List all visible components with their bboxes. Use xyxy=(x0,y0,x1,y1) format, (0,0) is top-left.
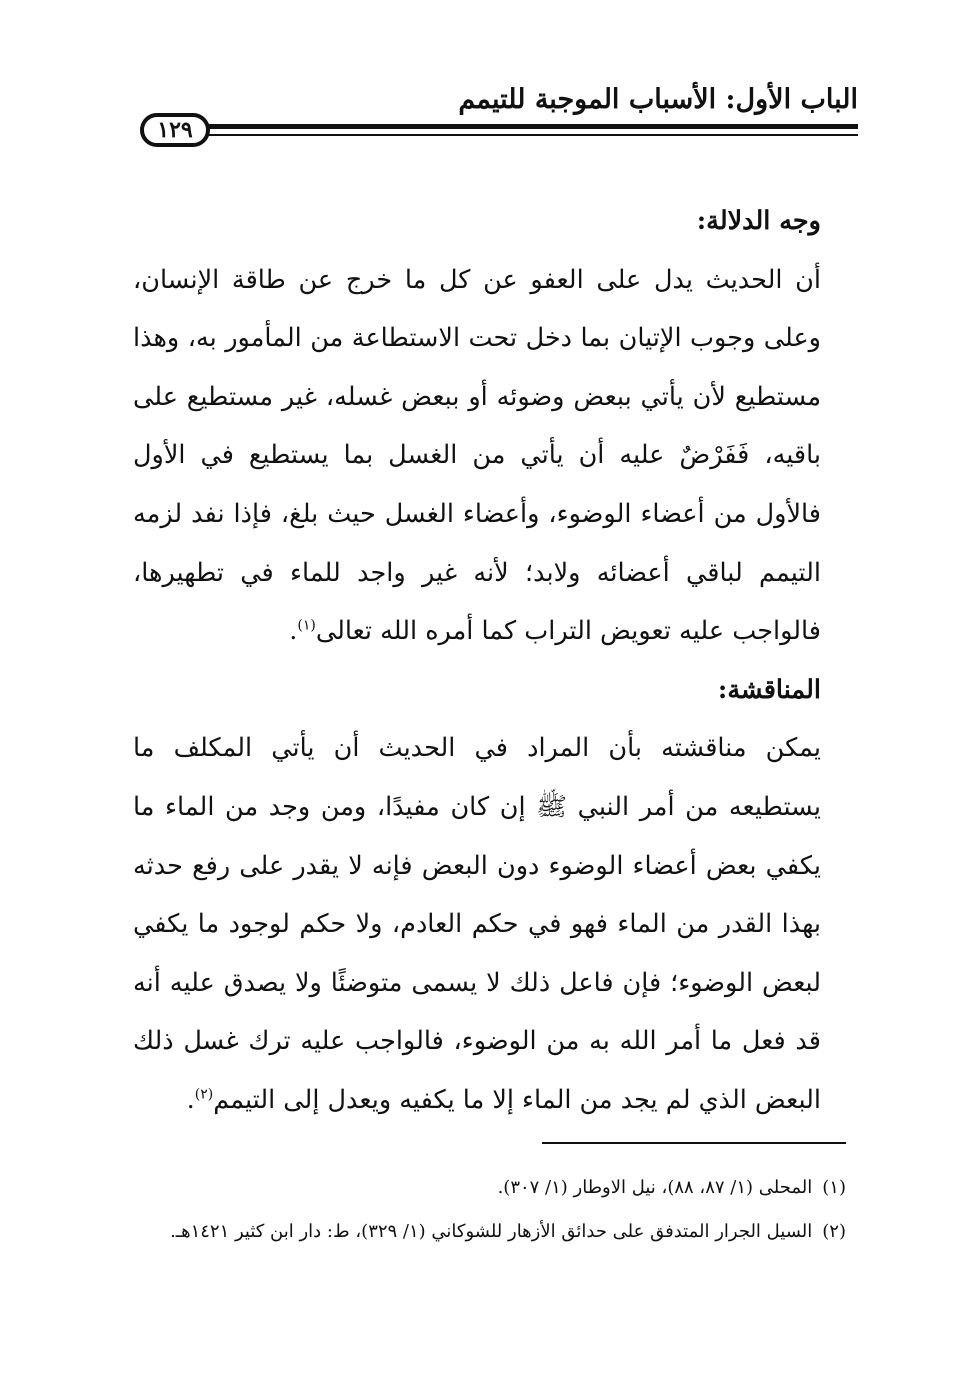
section-heading-discussion: المناقشة: xyxy=(717,674,821,705)
footnote-number: (١) xyxy=(822,1177,846,1198)
section-heading-evidence: وجه الدلالة: xyxy=(696,206,821,236)
footnotes xyxy=(136,1166,846,1254)
paragraph-text: أن الحديث يدل على العفو عن كل ما خرج عن طاقة الإنسان، وعلى وجوب الإتيان بما دخل تحت الاستطاعة من المأمور به، وهذا مستطيع لأن يأتي ببعض وضوئه أو ببعض غسله، غير مستطيع على باقيه، فَفَرْضٌ عليه أن يأتي من الغسل بما يستطيع في الأول فالأول من أعضاء الوضوء، وأعضاء الغسل حيث بلغ، فإذا نفد لزمه التيمم لباقي أعضائه ولابد؛ لأنه غير واجد للماء في تطهيرها، فالواجب عليه تعويض التراب كما أمره الله تعالى xyxy=(133,264,822,647)
section-paragraph-evidence: أن الحديث يدل على العفو عن كل ما خرج عن طاقة الإنسان، وعلى وجوب الإتيان بما دخل تحت الاستطاعة من المأمور به، وهذا مستطيع لأن يأتي ببعض وضوئه أو ببعض غسله، غير مستطيع على باقيه، فَفَرْضٌ عليه أن يأتي من الغسل بما يستطيع في الأول فالأول من أعضاء الوضوء، وأعضاء الغسل حيث بلغ، فإذا نفد لزمه التيمم لباقي أعضائه ولابد؛ لأنه غير واجد للماء في تطهيرها، فالواجب عليه تعويض التراب كما أمره الله تعالى$^{(١)}$. xyxy=(133,264,822,647)
main-text xyxy=(133,192,821,1130)
header-rule-thick xyxy=(206,124,858,129)
chapter-title: الباب الأول: الأسباب الموجبة للتيمم xyxy=(458,84,858,115)
paragraph-text: يمكن مناقشته بأن المراد في الحديث أن يأتي المكلف ما يستطيعه من أمر النبي ﷺ إن كان مفيدًا، ومن وجد من الماء ما يكفي بعض أعضاء الوضوء دون البعض فإنه لا يقدر على رفع حدثه بهذا القدر من الماء فهو في حكم العادم، ولا حكم لوجود ما يكفي لبعض الوضوء؛ فإن فاعل ذلك لا يسمى متوضئًا ولا يصدق عليه أنه قد فعل ما أمر الله به من الوضوء، فالواجب عليه ترك غسل ذلك البعض الذي لم يجد من الماء إلا ما يكفيه ويعدل إلى التيمم xyxy=(133,733,821,1115)
footnote-number: (٢) xyxy=(822,1221,846,1242)
section-paragraph-discussion: يمكن مناقشته بأن المراد في الحديث أن يأتي المكلف ما يستطيعه من أمر النبي ﷺ إن كان مفيدًا، ومن وجد من الماء ما يكفي بعض أعضاء الوضوء دون البعض فإنه لا يقدر على رفع حدثه بهذا القدر من الماء فهو في حكم العادم، ولا حكم لوجود ما يكفي لبعض الوضوء؛ فإن فاعل ذلك لا يسمى متوضئًا ولا يصدق عليه أنه قد فعل ما أمر الله به من الوضوء، فالواجب عليه ترك غسل ذلك البعض الذي لم يجد من الماء إلا ما يكفيه ويعدل إلى التيمم$^{(٢)}$. xyxy=(133,733,821,1115)
footnote-text: المحلى (١/ ٨٧، ٨٨)، نيل الاوطار (١/ ٣٠٧). xyxy=(497,1177,813,1198)
footnote-item xyxy=(136,1166,846,1210)
footnote-reference[interactable]: (١) xyxy=(297,617,316,634)
footnote-divider xyxy=(542,1142,846,1144)
header-rule-thin xyxy=(206,134,858,136)
footnote-item xyxy=(136,1210,846,1254)
footnote-reference[interactable]: (٢) xyxy=(194,1086,214,1103)
footnote-text: السيل الجرار المتدفق على حدائق الأزهار للشوكاني (١/ ٣٢٩)، ط: دار ابن كثير ١٤٢١هـ. xyxy=(170,1221,813,1242)
page-number: ١٢٩ xyxy=(140,113,210,147)
